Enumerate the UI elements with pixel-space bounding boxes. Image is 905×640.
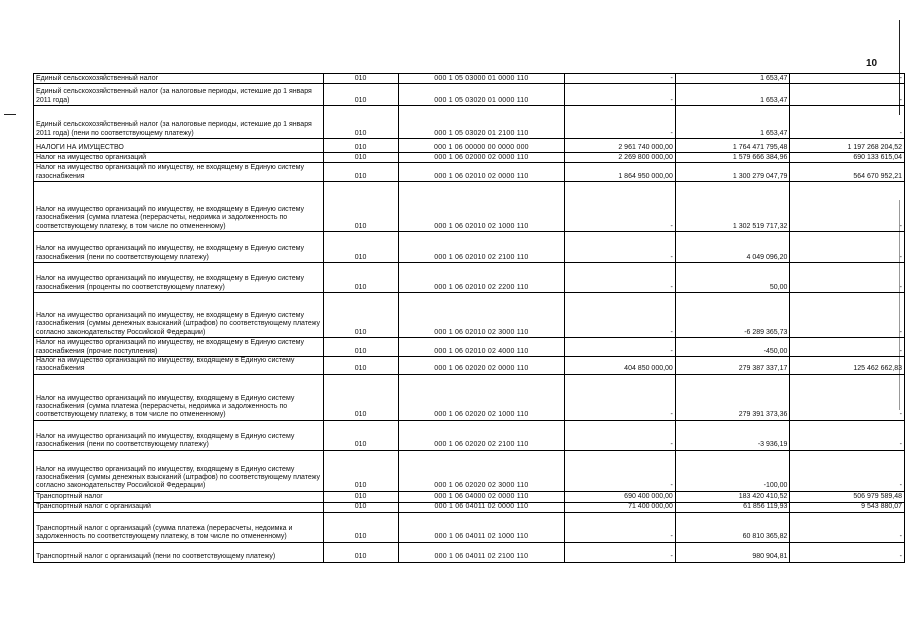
approved-budget: - [565, 182, 676, 232]
indicator-name: Налог на имущество организаций по имуществу, не входящему в Единую систему газоснабжения (пени по соответствующему платежу) [34, 232, 324, 263]
line-code: 010 [323, 153, 398, 163]
unexecuted-amount: - [790, 263, 905, 293]
table-row [34, 374, 905, 420]
unexecuted-amount: 9 543 880,07 [790, 502, 905, 512]
budget-classification-code: 000 1 06 02000 02 0000 110 [398, 153, 565, 163]
table-row [34, 106, 905, 139]
budget-classification-code: 000 1 05 03000 01 0000 110 [398, 74, 565, 84]
table-row [34, 139, 905, 153]
budget-classification-code: 000 1 06 02020 02 2100 110 [398, 420, 565, 450]
indicator-name: Транспортный налог с организаций [34, 502, 324, 512]
unexecuted-amount: - [790, 338, 905, 357]
executed-amount: 1 653,47 [675, 106, 790, 139]
unexecuted-amount: - [790, 84, 905, 106]
page-number: 10 [866, 58, 878, 69]
table-row [34, 512, 905, 542]
executed-amount: 279 387 337,17 [675, 357, 790, 375]
table-row [34, 357, 905, 375]
approved-budget: - [565, 542, 676, 562]
income-report-table [33, 73, 905, 563]
approved-budget: 690 400 000,00 [565, 491, 676, 502]
approved-budget: - [565, 232, 676, 263]
line-code: 010 [323, 232, 398, 263]
indicator-name: НАЛОГИ НА ИМУЩЕСТВО [34, 139, 324, 153]
table-row [34, 84, 905, 106]
table-row [34, 338, 905, 357]
approved-budget: - [565, 263, 676, 293]
line-code: 010 [323, 542, 398, 562]
unexecuted-amount: - [790, 232, 905, 263]
budget-classification-code: 000 1 06 02020 02 3000 110 [398, 450, 565, 491]
approved-budget: - [565, 106, 676, 139]
unexecuted-amount: - [790, 374, 905, 420]
executed-amount: 1 300 279 047,79 [675, 163, 790, 182]
indicator-name: Налог на имущество организаций по имуществу, входящему в Единую систему газоснабжения (пени по соответствующему платежу) [34, 420, 324, 450]
unexecuted-amount: - [790, 420, 905, 450]
table-row [34, 153, 905, 163]
executed-amount: -450,00 [675, 338, 790, 357]
unexecuted-amount: - [790, 450, 905, 491]
executed-amount: 183 420 410,52 [675, 491, 790, 502]
line-code: 010 [323, 512, 398, 542]
executed-amount: 980 904,81 [675, 542, 790, 562]
executed-amount: -6 289 365,73 [675, 293, 790, 338]
approved-budget: 71 400 000,00 [565, 502, 676, 512]
budget-classification-code: 000 1 06 02020 02 0000 110 [398, 357, 565, 375]
table-row [34, 542, 905, 562]
approved-budget: - [565, 374, 676, 420]
indicator-name: Налог на имущество организаций по имуществу, не входящему в Единую систему газоснабжения (проценты по соответствующему платежу) [34, 263, 324, 293]
line-code: 010 [323, 420, 398, 450]
line-code: 010 [323, 502, 398, 512]
budget-classification-code: 000 1 06 04011 02 1000 110 [398, 512, 565, 542]
indicator-name: Налог на имущество организаций [34, 153, 324, 163]
budget-classification-code: 000 1 06 02010 02 2100 110 [398, 232, 565, 263]
indicator-name: Транспортный налог [34, 491, 324, 502]
budget-classification-code: 000 1 06 02010 02 2200 110 [398, 263, 565, 293]
unexecuted-amount: - [790, 293, 905, 338]
approved-budget: 404 850 000,00 [565, 357, 676, 375]
approved-budget: - [565, 84, 676, 106]
table-row [34, 491, 905, 502]
indicator-name: Транспортный налог с организаций (сумма платежа (перерасчеты, недоимка и задолженность по соответствующему платежу, в том числе по отмененному) [34, 512, 324, 542]
approved-budget: 1 864 950 000,00 [565, 163, 676, 182]
unexecuted-amount: - [790, 74, 905, 84]
indicator-name: Транспортный налог с организаций (пени по соответствующему платежу) [34, 542, 324, 562]
table-row [34, 502, 905, 512]
line-code: 010 [323, 263, 398, 293]
indicator-name: Налог на имущество организаций по имуществу, входящему в Единую систему газоснабжения (суммы денежных взысканий (штрафов) по соответствующему платежу согласно законодательству Российской Федерации) [34, 450, 324, 491]
executed-amount: 60 810 365,82 [675, 512, 790, 542]
executed-amount: -100,00 [675, 450, 790, 491]
indicator-name: Единый сельскохозяйственный налог [34, 74, 324, 84]
indicator-name: Налог на имущество организаций по имуществу, не входящему в Единую систему газоснабжения (суммы денежных взысканий (штрафов) по соответствующему платежу согласно законодательству Российской Федерации) [34, 293, 324, 338]
budget-classification-code: 000 1 06 02010 02 0000 110 [398, 163, 565, 182]
executed-amount: -3 936,19 [675, 420, 790, 450]
report-body [34, 74, 905, 563]
unexecuted-amount: 690 133 615,04 [790, 153, 905, 163]
line-code: 010 [323, 163, 398, 182]
approved-budget: 2 961 740 000,00 [565, 139, 676, 153]
line-code: 010 [323, 293, 398, 338]
executed-amount: 50,00 [675, 263, 790, 293]
unexecuted-amount: - [790, 182, 905, 232]
executed-amount: 4 049 096,20 [675, 232, 790, 263]
approved-budget: - [565, 293, 676, 338]
table-row [34, 293, 905, 338]
budget-classification-code: 000 1 06 02010 02 4000 110 [398, 338, 565, 357]
line-code: 010 [323, 374, 398, 420]
unexecuted-amount: - [790, 512, 905, 542]
line-code: 010 [323, 84, 398, 106]
executed-amount: 1 653,47 [675, 84, 790, 106]
indicator-name: Единый сельскохозяйственный налог (за налоговые периоды, истекшие до 1 января 2011 года) (пени по соответствующему платежу) [34, 106, 324, 139]
table-row [34, 232, 905, 263]
budget-classification-code: 000 1 06 04011 02 2100 110 [398, 542, 565, 562]
line-code: 010 [323, 74, 398, 84]
line-code: 010 [323, 182, 398, 232]
unexecuted-amount: - [790, 106, 905, 139]
line-code: 010 [323, 357, 398, 375]
table-row [34, 263, 905, 293]
executed-amount: 1 653,47 [675, 74, 790, 84]
table-row [34, 420, 905, 450]
line-code: 010 [323, 450, 398, 491]
margin-mark [4, 114, 16, 115]
unexecuted-amount: 1 197 268 204,52 [790, 139, 905, 153]
approved-budget: - [565, 74, 676, 84]
line-code: 010 [323, 491, 398, 502]
line-code: 010 [323, 338, 398, 357]
budget-classification-code: 000 1 05 03020 01 2100 110 [398, 106, 565, 139]
executed-amount: 1 764 471 795,48 [675, 139, 790, 153]
indicator-name: Налог на имущество организаций по имуществу, не входящему в Единую систему газоснабжения (прочие поступления) [34, 338, 324, 357]
table-row [34, 182, 905, 232]
executed-amount: 1 302 519 717,32 [675, 182, 790, 232]
table-row [34, 163, 905, 182]
unexecuted-amount: 564 670 952,21 [790, 163, 905, 182]
budget-classification-code: 000 1 06 02010 02 1000 110 [398, 182, 565, 232]
budget-classification-code: 000 1 06 04011 02 0000 110 [398, 502, 565, 512]
executed-amount: 1 579 666 384,96 [675, 153, 790, 163]
budget-classification-code: 000 1 05 03020 01 0000 110 [398, 84, 565, 106]
indicator-name: Налог на имущество организаций по имуществу, не входящему в Единую систему газоснабжения [34, 163, 324, 182]
executed-amount: 279 391 373,36 [675, 374, 790, 420]
unexecuted-amount: - [790, 542, 905, 562]
approved-budget: - [565, 512, 676, 542]
executed-amount: 61 856 119,93 [675, 502, 790, 512]
line-code: 010 [323, 106, 398, 139]
budget-classification-code: 000 1 06 02020 02 1000 110 [398, 374, 565, 420]
indicator-name: Налог на имущество организаций по имуществу, не входящему в Единую систему газоснабжения (сумма платежа (перерасчеты, недоимка и задолженность по соответствующему платежу, в том числе по отмененному) [34, 182, 324, 232]
indicator-name: Налог на имущество организаций по имуществу, входящему в Единую систему газоснабжения (сумма платежа (перерасчеты, недоимка и задолженность по соответствующему платежу, в том числе по отмененному) [34, 374, 324, 420]
approved-budget: - [565, 338, 676, 357]
approved-budget: 2 269 800 000,00 [565, 153, 676, 163]
unexecuted-amount: 125 462 662,83 [790, 357, 905, 375]
approved-budget: - [565, 420, 676, 450]
table-row [34, 74, 905, 84]
table-row [34, 450, 905, 491]
indicator-name: Налог на имущество организаций по имуществу, входящему в Единую систему газоснабжения [34, 357, 324, 375]
unexecuted-amount: 506 979 589,48 [790, 491, 905, 502]
budget-classification-code: 000 1 06 04000 02 0000 110 [398, 491, 565, 502]
approved-budget: - [565, 450, 676, 491]
budget-classification-code: 000 1 06 02010 02 3000 110 [398, 293, 565, 338]
budget-classification-code: 000 1 06 00000 00 0000 000 [398, 139, 565, 153]
indicator-name: Единый сельскохозяйственный налог (за налоговые периоды, истекшие до 1 января 2011 года) [34, 84, 324, 106]
line-code: 010 [323, 139, 398, 153]
